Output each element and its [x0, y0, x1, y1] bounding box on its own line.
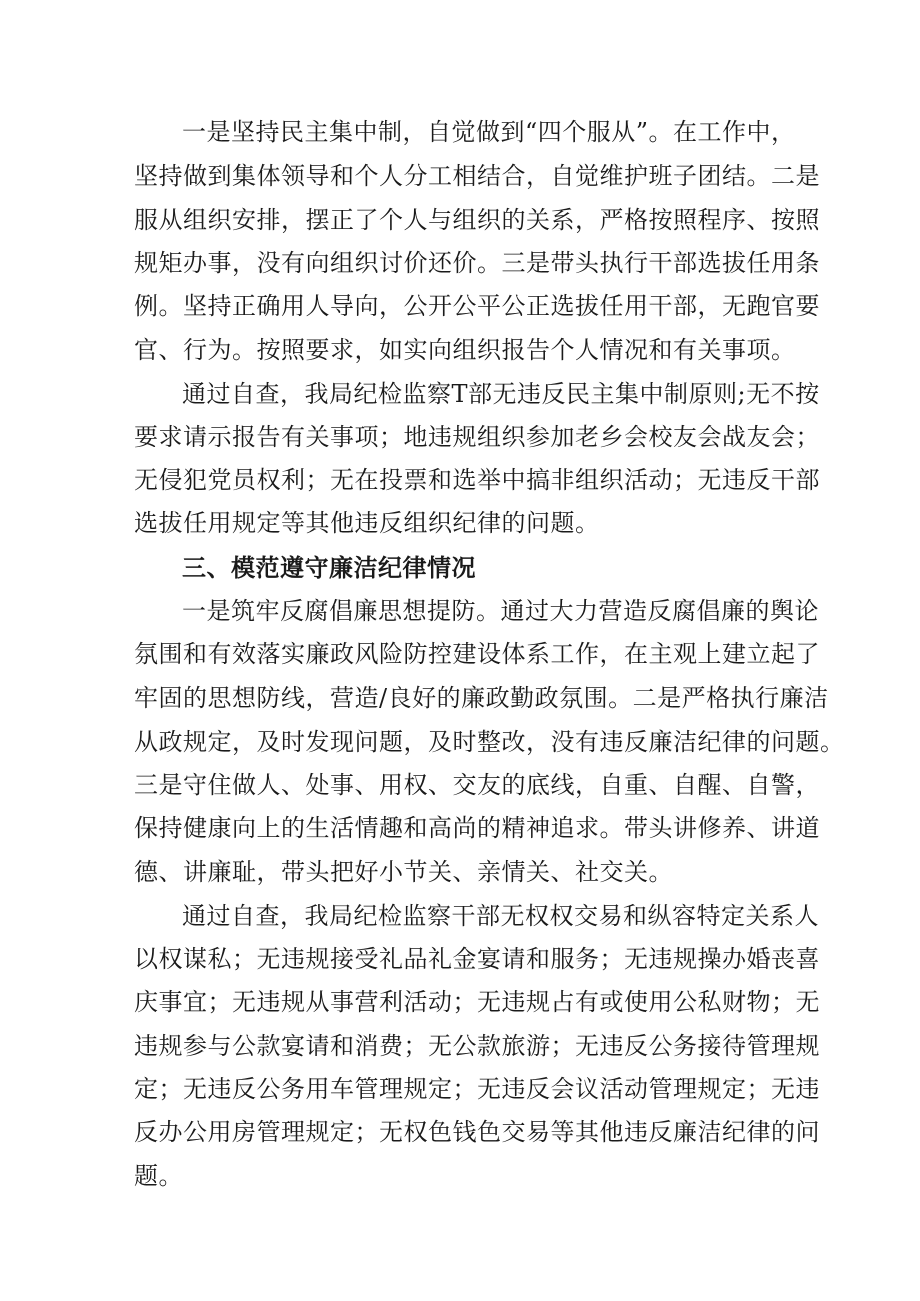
paragraph-line: 一是筑牢反腐倡廉思想提防。通过大力营造反腐倡廉的舆论 — [182, 597, 819, 625]
paragraph-line: 服从组织安排，摆正了个人与组织的关系，严格按照程序、按照 — [134, 206, 820, 234]
paragraph-line: 违规参与公款宴请和消费；无公款旅游；无违反公务接待管理规 — [134, 1032, 820, 1060]
paragraph-line: 官、行为。按照要求，如实向组织报告个人情况和有关事项。 — [134, 336, 796, 364]
paragraph-line: 例。坚持正确用人导向，公开公平公正选拔任用干部，无跑官要 — [134, 292, 820, 320]
paragraph-line: 牢固的思想防线，营造/良好的廉政勤政氛围。二是严格执行廉洁 — [134, 684, 829, 712]
paragraph-line: 通过自查，我局纪检监察干部无权权交易和纵容特定关系人 — [182, 902, 819, 930]
paragraph-line: 保持健康向上的生活情趣和高尚的精神追求。带头讲修养、讲道 — [134, 814, 820, 842]
paragraph-line: 氛围和有效落实廉政风险防控建设体系工作，在主观上建立起了 — [134, 640, 820, 668]
paragraph-line: 坚持做到集体领导和个人分工相结合，自觉维护班子团结。二是 — [134, 162, 820, 190]
paragraph-line: 通过自查，我局纪检监察T部无违反民主集中制原则;无不按 — [182, 380, 820, 408]
section-heading: 三、模范遵守廉洁纪律情况 — [182, 553, 476, 582]
paragraph-line: 三是守住做人、处事、用权、交友的底线，自重、自醒、自警， — [134, 771, 820, 799]
paragraph-line: 反办公用房管理规定；无权色钱色交易等其他违反廉洁纪律的问 — [134, 1118, 820, 1146]
paragraph-line: 庆事宜；无违规从事营利活动；无违规占有或使用公私财物；无 — [134, 988, 820, 1016]
paragraph-line: 以权谋私；无违规接受礼品礼金宴请和服务；无违规操办婚丧喜 — [134, 945, 820, 973]
paragraph-line: 一是坚持民主集中制，自觉做到“四个服从”。在工作中， — [182, 118, 796, 146]
paragraph-line: 德、讲廉耻，带头把好小节关、亲情关、社交关。 — [134, 858, 673, 886]
paragraph-line: 选拔任用规定等其他违反组织纪律的问题。 — [134, 509, 600, 537]
paragraph-line: 题。 — [134, 1162, 183, 1190]
paragraph-line: 从政规定，及时发现问题，及时整改，没有违反廉洁纪律的问题。 — [134, 728, 845, 756]
paragraph-line: 规矩办事，没有向组织讨价还价。三是带头执行干部选拔任用条 — [134, 249, 820, 277]
paragraph-line: 要求请示报告有关事项；地违规组织参加老乡会校友会战友会； — [134, 423, 820, 451]
paragraph-line: 无侵犯党员权利；无在投票和选举中搞非组织活动；无违反干部 — [134, 466, 820, 494]
paragraph-line: 定；无违反公务用车管理规定；无违反会议活动管理规定；无违 — [134, 1075, 820, 1103]
